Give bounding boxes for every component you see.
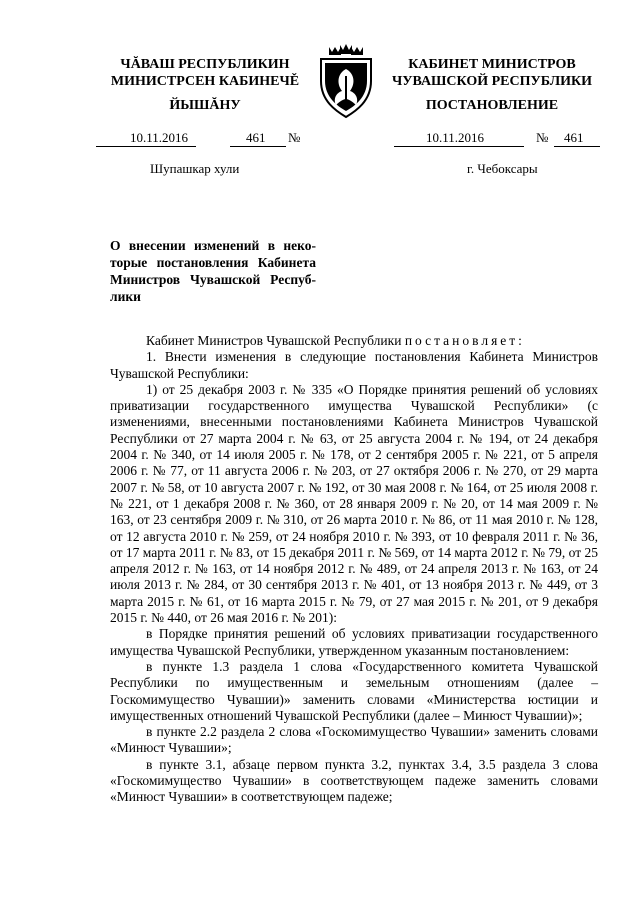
date-left: 10.11.2016 [130, 130, 189, 145]
numbering-left [96, 132, 311, 148]
document-subject: О внесении изменений в неко-торые постановления Кабинета Министров Чувашской Респуб-лики [110, 238, 316, 304]
intro-main: Кабинет Министров Чувашской Республики [146, 333, 402, 348]
document-body [110, 333, 598, 806]
intro-spaced: постановляет: [404, 333, 525, 348]
numbering-right [394, 132, 600, 148]
header-right-line1: КАБИНЕТ МИНИСТРОВ [408, 57, 576, 72]
doc-type-left: ЙЫШĂНУ [169, 98, 241, 113]
paragraph-3: в Порядке принятия решений об условиях приватизации государственного имущества Чувашской Республики, утвержденном указанным постановлением: [110, 626, 598, 658]
number-sign-right: № [536, 130, 549, 145]
header-left [100, 56, 310, 90]
header-left-line2: МИНИСТРСЕН КАБИНЕЧĚ [110, 74, 300, 89]
header-right [382, 56, 602, 90]
number-sign-left: № [288, 130, 301, 145]
place-left: Шупашкар хули [150, 161, 240, 176]
doc-type-right: ПОСТАНОВЛЕНИЕ [425, 98, 559, 113]
paragraph-2: 1) от 25 декабря 2003 г. № 335 «О Порядке принятия решений об условиях приватизации государственного имущества Чувашской Республики» (с изменениями, внесенными постановлениями Кабинета Министров Чувашской Республики от 27 марта 2004 г. № 63, от 25 августа 2004 г. № 194, от 24 декабря 2004 г. № 340, от 14 июля 2005 г. № 178, от 2 сентября 2005 г. № 221, от 5 апреля 2006 г. № 77, от 11 августа 2006 г. № 203, от 27 октября 2006 г. № 270, от 29 марта 2007 г. № 58, от 10 августа 2007 г. № 192, от 30 мая 2008 г. № 164, от 25 июля 2008 г. № 221, от 1 декабря 2008 г. № 360, от 28 января 2009 г. № 20, от 14 мая 2009 г. № 163, от 23 сентября 2009 г. № 310, от 26 марта 2010 г. № 86, от 11 мая 2010 г. № 128, от 12 августа 2010 г. № 259, от 24 ноября 2010 г. № 393, от 10 февраля 2011 г. № 36, от 17 марта 2011 г. № 83, от 15 декабря 2011 г. № 569, от 14 марта 2012 г. № 79, от 25 апреля 2012 г. № 163, от 14 ноября 2012 г. № 489, от 24 апреля 2013 г. № 163, от 24 июля 2013 г. № 284, от 30 сентября 2013 г. № 401, от 13 ноября 2013 г. № 449, от 3 марта 2015 г. № 61, от 16 марта 2015 г. № 79, от 27 мая 2015 г. № 201, от 9 декабря 2015 г. № 440, от 26 мая 2016 г. № 201): [110, 381, 598, 626]
header-right-line2: ЧУВАШСКОЙ РЕСПУБЛИКИ [391, 74, 593, 89]
place-right: г. Чебоксары [467, 161, 538, 176]
coat-of-arms-icon [311, 43, 381, 123]
number-left: 461 [246, 130, 266, 145]
paragraph-5: в пункте 2.2 раздела 2 слова «Госкомимущество Чувашии» заменить словами «Минюст Чувашии»; [110, 724, 598, 756]
number-right: 461 [564, 130, 584, 145]
date-right: 10.11.2016 [426, 130, 485, 145]
paragraph-1: 1. Внести изменения в следующие постановления Кабинета Министров Чувашской Республики: [110, 349, 598, 381]
header-left-line1: ЧĂВАШ РЕСПУБЛИКИН [120, 57, 290, 72]
paragraph-6: в пункте 3.1, абзаце первом пункта 3.2, пунктах 3.4, 3.5 раздела 3 слова «Госкомимущество Чувашии» в соответствующем падеже заменить словами «Минюст Чувашии» в соответствующем падеже; [110, 756, 598, 805]
paragraph-4: в пункте 1.3 раздела 1 слова «Государственного комитета Чувашской Республики по имущественным и земельным отношениям (далее – Госкомимущество Чувашии)» заменить словами «Министерства юстиции и имущественных отношений Чувашской Республики (далее – Минюст Чувашии)»; [110, 658, 598, 723]
intro-paragraph [110, 333, 598, 349]
